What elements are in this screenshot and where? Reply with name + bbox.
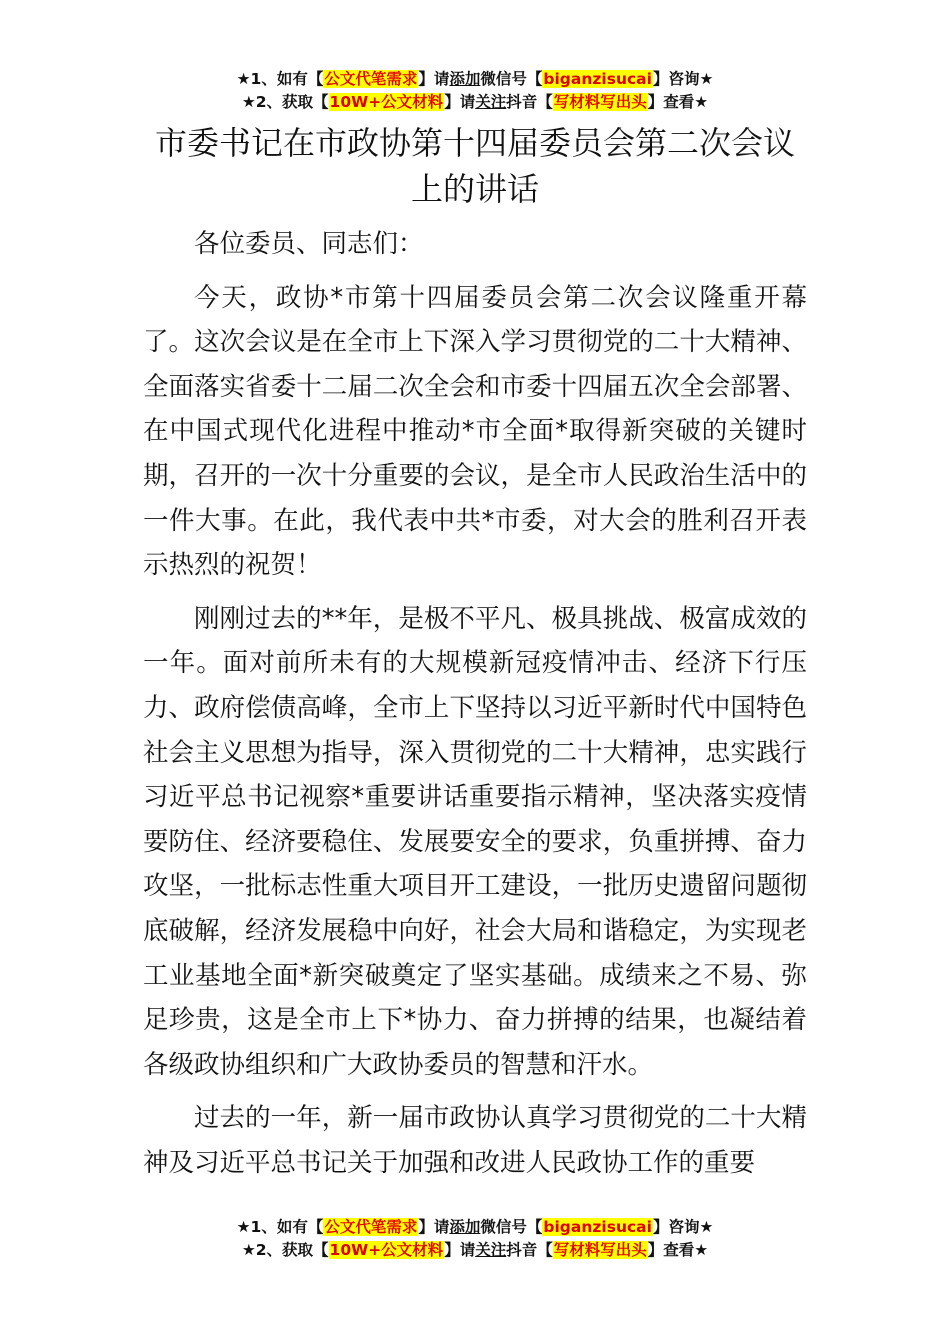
promo-text: 】咨询★ (652, 1218, 714, 1236)
promo-text: 微信号【 (480, 70, 543, 88)
promo-text: 】请 (444, 1241, 476, 1259)
promo-wechat-id: biganzisucai (543, 70, 652, 88)
promo-highlight: 公文代笔需求 (324, 1218, 418, 1236)
body-paragraph: 过去的一年，新一届市政协认真学习贯彻党的二十大精神及习近平总书记关于加强和改进人民政协工作的重要 (143, 1103, 807, 1178)
promo-text: 】查看★ (647, 1241, 709, 1259)
header-promo-banner (0, 68, 950, 114)
document-body (143, 222, 807, 1194)
promo-underline: 添加 (449, 70, 481, 88)
promo-underline: 关注 (475, 93, 507, 111)
promo-highlight: 公文代笔需求 (324, 70, 418, 88)
promo-text: 】请 (444, 93, 476, 111)
promo-text: ★1、如有【 (236, 70, 324, 88)
promo-text: 】请 (418, 70, 450, 88)
promo-underline: 添加 (449, 1218, 481, 1236)
promo-text: 抖音【 (506, 93, 553, 111)
promo-text: 】查看★ (647, 93, 709, 111)
body-paragraph: 今天，政协*市第十四届委员会第二次会议隆重开幕了。这次会议是在全市上下深入学习贯彻党的二十大精神、全面落实省委十二届二次全会和市委十四届五次全会部署、在中国式现代化进程中推动*市全面*取得新突破的关键时期，召开的一次十分重要的会议，是全市人民政治生活中的一件大事。在此，我代表中共*市委，对大会的胜利召开表示热烈的祝贺！ (143, 282, 807, 581)
body-paragraph: 刚刚过去的**年，是极不平凡、极具挑战、极富成效的一年。面对前所未有的大规模新冠疫情冲击、经济下行压力、政府偿债高峰，全市上下坚持以习近平新时代中国特色社会主义思想为指导，深入贯彻党的二十大精神，忠实践行习近平总书记视察*重要讲话重要指示精神，坚决落实疫情要防住、经济要稳住、发展要安全的要求，负重拼搏、奋力攻坚，一批标志性重大项目开工建设，一批历史遗留问题彻底破解，经济发展稳中向好，社会大局和谐稳定，为实现老工业基地全面*新突破奠定了坚实基础。成绩来之不易、弥足珍贵，这是全市上下*协力、奋力拼搏的结果，也凝结着各级政协组织和广大政协委员的智慧和汗水。 (143, 603, 807, 1080)
promo-text: ★1、如有【 (236, 1218, 324, 1236)
promo-douyin-id: 写材料写出头 (553, 93, 647, 111)
promo-wechat-id: biganzisucai (543, 1218, 652, 1236)
promo-line-1 (0, 68, 950, 91)
promo-highlight: 10W+公文材料 (329, 1241, 444, 1259)
promo-douyin-id: 写材料写出头 (553, 1241, 647, 1259)
promo-text: ★2、获取【 (241, 93, 329, 111)
footer-promo-banner (0, 1216, 950, 1262)
promo-text: 】咨询★ (652, 70, 714, 88)
promo-text: 微信号【 (480, 1218, 543, 1236)
promo-text: 】请 (418, 1218, 450, 1236)
promo-line-2 (0, 91, 950, 114)
promo-highlight: 10W+公文材料 (329, 93, 444, 111)
document-title: 市委书记在市政协第十四届委员会第二次会议上的讲话 (154, 124, 795, 208)
promo-text: 抖音【 (506, 1241, 553, 1259)
promo-line-2 (0, 1239, 950, 1262)
promo-line-1 (0, 1216, 950, 1239)
salutation-paragraph: 各位委员、同志们： (194, 229, 424, 259)
promo-underline: 关注 (475, 1241, 507, 1259)
promo-text: ★2、获取【 (241, 1241, 329, 1259)
